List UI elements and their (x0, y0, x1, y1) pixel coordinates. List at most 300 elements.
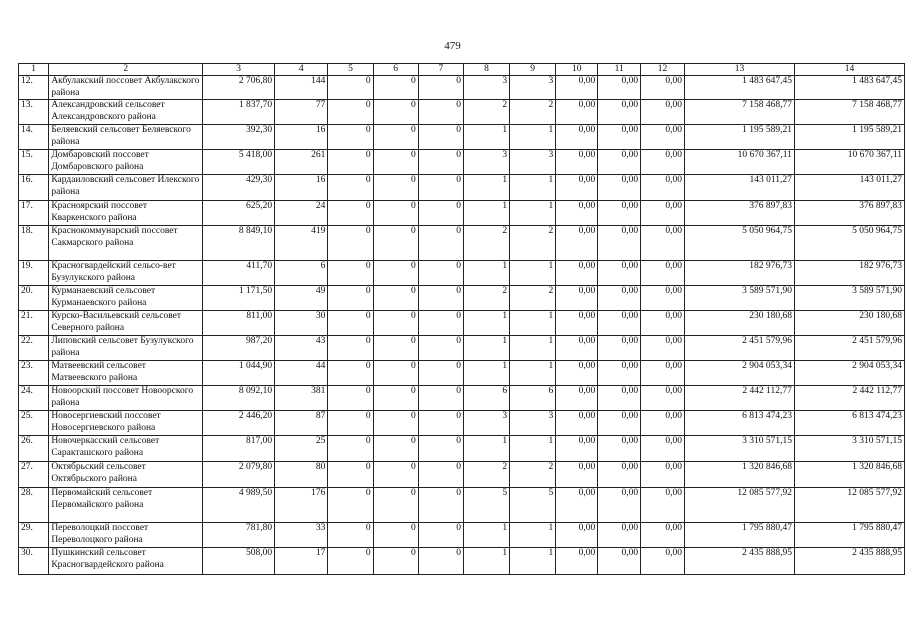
table-row (19, 175, 905, 201)
value-cell-col9: 1 (510, 548, 556, 575)
value-cell-col9: 6 (510, 386, 556, 411)
name-cell: Новочеркасский сельсовет Саракташского района (49, 436, 203, 462)
value-cell-col12: 0,00 (641, 100, 685, 125)
value-cell-col12: 0,00 (641, 411, 685, 436)
value-cell-col14: 7 158 468,77 (794, 100, 904, 125)
value-cell-col5: 0 (328, 436, 373, 462)
value-cell-col14: 230 180,68 (794, 311, 904, 336)
value-cell-col7: 0 (418, 286, 463, 311)
value-cell-col10: 0,00 (556, 150, 598, 175)
value-cell-col11: 0,00 (598, 311, 641, 336)
value-cell-col7: 0 (418, 411, 463, 436)
name-cell: Новоорский поссовет Новоорского района (49, 386, 203, 411)
value-cell-col14: 10 670 367,11 (794, 150, 904, 175)
value-cell-col4: 17 (275, 548, 328, 575)
value-cell-col8: 1 (463, 523, 509, 548)
column-header-3: 3 (203, 64, 275, 76)
value-cell-col13: 2 904 053,34 (684, 361, 794, 386)
name-cell: Беляевский сельсовет Беляевского района (49, 125, 203, 150)
value-cell-col12: 0,00 (641, 125, 685, 150)
value-cell-col7: 0 (418, 311, 463, 336)
value-cell-col8: 5 (463, 488, 509, 523)
value-cell-col3: 8 092,10 (203, 386, 275, 411)
value-cell-col4: 33 (275, 523, 328, 548)
name-cell: Курско-Васильевский сельсовет Северного района (49, 311, 203, 336)
value-cell-col6: 0 (373, 286, 418, 311)
value-cell-col4: 87 (275, 411, 328, 436)
value-cell-col10: 0,00 (556, 361, 598, 386)
row-number-cell: 17. (19, 201, 49, 226)
value-cell-col7: 0 (418, 175, 463, 201)
value-cell-col13: 2 442 112,77 (684, 386, 794, 411)
value-cell-col9: 3 (510, 411, 556, 436)
table-row (19, 462, 905, 488)
value-cell-col3: 508,00 (203, 548, 275, 575)
value-cell-col12: 0,00 (641, 175, 685, 201)
value-cell-col4: 176 (275, 488, 328, 523)
value-cell-col3: 5 418,00 (203, 150, 275, 175)
value-cell-col10: 0,00 (556, 462, 598, 488)
table-row (19, 548, 905, 575)
value-cell-col11: 0,00 (598, 523, 641, 548)
value-cell-col7: 0 (418, 261, 463, 286)
column-header-8: 8 (463, 64, 509, 76)
value-cell-col4: 80 (275, 462, 328, 488)
value-cell-col8: 1 (463, 436, 509, 462)
table-row (19, 436, 905, 462)
row-number-cell: 29. (19, 523, 49, 548)
value-cell-col11: 0,00 (598, 386, 641, 411)
name-cell: Новосергиевский поссовет Новосергиевского района (49, 411, 203, 436)
value-cell-col5: 0 (328, 201, 373, 226)
value-cell-col10: 0,00 (556, 201, 598, 226)
value-cell-col14: 1 795 880,47 (794, 523, 904, 548)
value-cell-col9: 1 (510, 175, 556, 201)
value-cell-col4: 419 (275, 226, 328, 261)
value-cell-col8: 1 (463, 201, 509, 226)
value-cell-col3: 811,00 (203, 311, 275, 336)
name-cell: Акбулакский поссовет Акбулакского района (49, 76, 203, 100)
column-number-row (19, 64, 905, 76)
table-row (19, 261, 905, 286)
value-cell-col5: 0 (328, 311, 373, 336)
value-cell-col7: 0 (418, 226, 463, 261)
value-cell-col12: 0,00 (641, 336, 685, 361)
value-cell-col3: 1 837,70 (203, 100, 275, 125)
value-cell-col12: 0,00 (641, 201, 685, 226)
value-cell-col14: 1 483 647,45 (794, 76, 904, 100)
value-cell-col10: 0,00 (556, 226, 598, 261)
value-cell-col6: 0 (373, 361, 418, 386)
table-row (19, 488, 905, 523)
value-cell-col8: 1 (463, 361, 509, 386)
value-cell-col6: 0 (373, 488, 418, 523)
value-cell-col6: 0 (373, 523, 418, 548)
name-cell: Переволоцкий поссовет Переволоцкого района (49, 523, 203, 548)
name-cell: Курманаевский сельсовет Курманаевского района (49, 286, 203, 311)
value-cell-col13: 2 451 579,96 (684, 336, 794, 361)
table-row (19, 100, 905, 125)
value-cell-col3: 781,80 (203, 523, 275, 548)
row-number-cell: 28. (19, 488, 49, 523)
value-cell-col4: 43 (275, 336, 328, 361)
value-cell-col3: 8 849,10 (203, 226, 275, 261)
value-cell-col3: 1 171,50 (203, 286, 275, 311)
value-cell-col4: 381 (275, 386, 328, 411)
value-cell-col6: 0 (373, 411, 418, 436)
value-cell-col12: 0,00 (641, 311, 685, 336)
column-header-13: 13 (684, 64, 794, 76)
value-cell-col9: 3 (510, 76, 556, 100)
value-cell-col10: 0,00 (556, 311, 598, 336)
value-cell-col12: 0,00 (641, 523, 685, 548)
value-cell-col12: 0,00 (641, 226, 685, 261)
value-cell-col3: 2 706,80 (203, 76, 275, 100)
data-table (18, 63, 905, 575)
value-cell-col7: 0 (418, 125, 463, 150)
value-cell-col4: 44 (275, 361, 328, 386)
value-cell-col8: 3 (463, 411, 509, 436)
value-cell-col7: 0 (418, 336, 463, 361)
value-cell-col8: 6 (463, 386, 509, 411)
value-cell-col5: 0 (328, 286, 373, 311)
value-cell-col4: 24 (275, 201, 328, 226)
value-cell-col14: 5 050 964,75 (794, 226, 904, 261)
table-row (19, 226, 905, 261)
value-cell-col14: 6 813 474,23 (794, 411, 904, 436)
value-cell-col8: 1 (463, 261, 509, 286)
column-header-2: 2 (49, 64, 203, 76)
value-cell-col11: 0,00 (598, 548, 641, 575)
value-cell-col5: 0 (328, 361, 373, 386)
value-cell-col14: 12 085 577,92 (794, 488, 904, 523)
value-cell-col13: 1 320 846,68 (684, 462, 794, 488)
value-cell-col3: 392,30 (203, 125, 275, 150)
value-cell-col10: 0,00 (556, 411, 598, 436)
value-cell-col10: 0,00 (556, 523, 598, 548)
value-cell-col7: 0 (418, 462, 463, 488)
value-cell-col5: 0 (328, 100, 373, 125)
value-cell-col7: 0 (418, 436, 463, 462)
value-cell-col7: 0 (418, 523, 463, 548)
value-cell-col12: 0,00 (641, 261, 685, 286)
row-number-cell: 18. (19, 226, 49, 261)
value-cell-col11: 0,00 (598, 436, 641, 462)
value-cell-col8: 1 (463, 175, 509, 201)
name-cell: Красноярский поссовет Кваркенского района (49, 201, 203, 226)
value-cell-col11: 0,00 (598, 336, 641, 361)
value-cell-col14: 1 320 846,68 (794, 462, 904, 488)
value-cell-col8: 1 (463, 336, 509, 361)
value-cell-col5: 0 (328, 76, 373, 100)
value-cell-col3: 411,70 (203, 261, 275, 286)
value-cell-col10: 0,00 (556, 175, 598, 201)
table-row (19, 361, 905, 386)
value-cell-col13: 182 976,73 (684, 261, 794, 286)
name-cell: Октябрьский сельсовет Октябрьского района (49, 462, 203, 488)
value-cell-col12: 0,00 (641, 386, 685, 411)
value-cell-col6: 0 (373, 386, 418, 411)
value-cell-col14: 2 904 053,34 (794, 361, 904, 386)
value-cell-col4: 77 (275, 100, 328, 125)
value-cell-col14: 143 011,27 (794, 175, 904, 201)
value-cell-col12: 0,00 (641, 436, 685, 462)
value-cell-col13: 12 085 577,92 (684, 488, 794, 523)
column-header-14: 14 (794, 64, 904, 76)
value-cell-col3: 429,30 (203, 175, 275, 201)
value-cell-col7: 0 (418, 386, 463, 411)
value-cell-col8: 1 (463, 548, 509, 575)
value-cell-col3: 987,20 (203, 336, 275, 361)
value-cell-col12: 0,00 (641, 462, 685, 488)
value-cell-col13: 3 589 571,90 (684, 286, 794, 311)
value-cell-col11: 0,00 (598, 488, 641, 523)
value-cell-col8: 1 (463, 311, 509, 336)
value-cell-col5: 0 (328, 386, 373, 411)
row-number-cell: 26. (19, 436, 49, 462)
value-cell-col8: 2 (463, 286, 509, 311)
value-cell-col6: 0 (373, 150, 418, 175)
row-number-cell: 27. (19, 462, 49, 488)
name-cell: Александровский сельсовет Александровского района (49, 100, 203, 125)
value-cell-col6: 0 (373, 201, 418, 226)
table-row (19, 523, 905, 548)
value-cell-col11: 0,00 (598, 361, 641, 386)
name-cell: Красногвардейский сельсо-вет Бузулукского района (49, 261, 203, 286)
value-cell-col6: 0 (373, 261, 418, 286)
value-cell-col14: 2 442 112,77 (794, 386, 904, 411)
value-cell-col13: 5 050 964,75 (684, 226, 794, 261)
value-cell-col9: 5 (510, 488, 556, 523)
value-cell-col14: 182 976,73 (794, 261, 904, 286)
value-cell-col6: 0 (373, 336, 418, 361)
row-number-cell: 13. (19, 100, 49, 125)
value-cell-col6: 0 (373, 100, 418, 125)
value-cell-col11: 0,00 (598, 261, 641, 286)
value-cell-col9: 1 (510, 201, 556, 226)
table-row (19, 411, 905, 436)
value-cell-col11: 0,00 (598, 100, 641, 125)
value-cell-col3: 2 446,20 (203, 411, 275, 436)
table-row (19, 286, 905, 311)
value-cell-col13: 6 813 474,23 (684, 411, 794, 436)
value-cell-col4: 261 (275, 150, 328, 175)
value-cell-col13: 376 897,83 (684, 201, 794, 226)
value-cell-col11: 0,00 (598, 411, 641, 436)
name-cell: Краснокоммунарский поссовет Сакмарского района (49, 226, 203, 261)
value-cell-col10: 0,00 (556, 76, 598, 100)
value-cell-col10: 0,00 (556, 436, 598, 462)
row-number-cell: 15. (19, 150, 49, 175)
value-cell-col5: 0 (328, 175, 373, 201)
column-header-10: 10 (556, 64, 598, 76)
value-cell-col3: 4 989,50 (203, 488, 275, 523)
value-cell-col13: 230 180,68 (684, 311, 794, 336)
table-row (19, 336, 905, 361)
table-row (19, 201, 905, 226)
value-cell-col11: 0,00 (598, 175, 641, 201)
table-row (19, 76, 905, 100)
value-cell-col7: 0 (418, 201, 463, 226)
value-cell-col11: 0,00 (598, 201, 641, 226)
value-cell-col9: 3 (510, 150, 556, 175)
value-cell-col9: 1 (510, 436, 556, 462)
value-cell-col4: 16 (275, 175, 328, 201)
row-number-cell: 16. (19, 175, 49, 201)
value-cell-col7: 0 (418, 488, 463, 523)
value-cell-col9: 1 (510, 361, 556, 386)
value-cell-col3: 1 044,90 (203, 361, 275, 386)
value-cell-col7: 0 (418, 548, 463, 575)
value-cell-col9: 1 (510, 523, 556, 548)
name-cell: Кардаиловский сельсовет Илекского района (49, 175, 203, 201)
value-cell-col12: 0,00 (641, 150, 685, 175)
value-cell-col7: 0 (418, 100, 463, 125)
value-cell-col3: 2 079,80 (203, 462, 275, 488)
value-cell-col11: 0,00 (598, 76, 641, 100)
value-cell-col12: 0,00 (641, 76, 685, 100)
value-cell-col9: 2 (510, 286, 556, 311)
value-cell-col8: 3 (463, 76, 509, 100)
value-cell-col5: 0 (328, 411, 373, 436)
column-header-12: 12 (641, 64, 685, 76)
value-cell-col4: 144 (275, 76, 328, 100)
column-header-6: 6 (373, 64, 418, 76)
row-number-cell: 24. (19, 386, 49, 411)
value-cell-col6: 0 (373, 311, 418, 336)
value-cell-col10: 0,00 (556, 100, 598, 125)
value-cell-col5: 0 (328, 125, 373, 150)
value-cell-col8: 1 (463, 125, 509, 150)
value-cell-col14: 3 310 571,15 (794, 436, 904, 462)
column-header-1: 1 (19, 64, 49, 76)
value-cell-col14: 376 897,83 (794, 201, 904, 226)
value-cell-col9: 1 (510, 261, 556, 286)
value-cell-col5: 0 (328, 226, 373, 261)
column-header-4: 4 (275, 64, 328, 76)
value-cell-col7: 0 (418, 361, 463, 386)
value-cell-col6: 0 (373, 548, 418, 575)
row-number-cell: 25. (19, 411, 49, 436)
value-cell-col9: 2 (510, 100, 556, 125)
value-cell-col6: 0 (373, 175, 418, 201)
value-cell-col10: 0,00 (556, 261, 598, 286)
value-cell-col8: 2 (463, 462, 509, 488)
value-cell-col8: 3 (463, 150, 509, 175)
value-cell-col11: 0,00 (598, 150, 641, 175)
value-cell-col8: 2 (463, 100, 509, 125)
row-number-cell: 19. (19, 261, 49, 286)
name-cell: Пушкинский сельсовет Красногвардейского района (49, 548, 203, 575)
value-cell-col4: 6 (275, 261, 328, 286)
value-cell-col5: 0 (328, 261, 373, 286)
value-cell-col9: 1 (510, 336, 556, 361)
value-cell-col10: 0,00 (556, 125, 598, 150)
name-cell: Матвеевский сельсовет Матвеевского района (49, 361, 203, 386)
column-header-5: 5 (328, 64, 373, 76)
row-number-cell: 22. (19, 336, 49, 361)
value-cell-col10: 0,00 (556, 548, 598, 575)
name-cell: Первомайский сельсовет Первомайского района (49, 488, 203, 523)
row-number-cell: 21. (19, 311, 49, 336)
column-header-7: 7 (418, 64, 463, 76)
value-cell-col5: 0 (328, 336, 373, 361)
value-cell-col8: 2 (463, 226, 509, 261)
table-row (19, 386, 905, 411)
value-cell-col13: 3 310 571,15 (684, 436, 794, 462)
value-cell-col7: 0 (418, 150, 463, 175)
table-row (19, 311, 905, 336)
value-cell-col5: 0 (328, 523, 373, 548)
table-row (19, 125, 905, 150)
value-cell-col9: 1 (510, 311, 556, 336)
value-cell-col12: 0,00 (641, 548, 685, 575)
value-cell-col11: 0,00 (598, 226, 641, 261)
value-cell-col3: 817,00 (203, 436, 275, 462)
value-cell-col13: 1 195 589,21 (684, 125, 794, 150)
table-row (19, 150, 905, 175)
value-cell-col11: 0,00 (598, 462, 641, 488)
value-cell-col6: 0 (373, 462, 418, 488)
value-cell-col3: 625,20 (203, 201, 275, 226)
value-cell-col5: 0 (328, 150, 373, 175)
value-cell-col6: 0 (373, 76, 418, 100)
name-cell: Липовский сельсовет Бузулукского района (49, 336, 203, 361)
value-cell-col12: 0,00 (641, 488, 685, 523)
value-cell-col13: 143 011,27 (684, 175, 794, 201)
value-cell-col13: 1 483 647,45 (684, 76, 794, 100)
value-cell-col11: 0,00 (598, 125, 641, 150)
value-cell-col11: 0,00 (598, 286, 641, 311)
value-cell-col10: 0,00 (556, 488, 598, 523)
name-cell: Домбаровский поссовет Домбаровского района (49, 150, 203, 175)
page-number: 479 (444, 40, 461, 52)
value-cell-col12: 0,00 (641, 361, 685, 386)
value-cell-col14: 2 451 579,96 (794, 336, 904, 361)
value-cell-col4: 30 (275, 311, 328, 336)
value-cell-col13: 1 795 880,47 (684, 523, 794, 548)
value-cell-col14: 3 589 571,90 (794, 286, 904, 311)
value-cell-col13: 7 158 468,77 (684, 100, 794, 125)
value-cell-col5: 0 (328, 548, 373, 575)
value-cell-col7: 0 (418, 76, 463, 100)
value-cell-col12: 0,00 (641, 286, 685, 311)
value-cell-col4: 16 (275, 125, 328, 150)
value-cell-col6: 0 (373, 125, 418, 150)
value-cell-col4: 25 (275, 436, 328, 462)
value-cell-col5: 0 (328, 462, 373, 488)
row-number-cell: 20. (19, 286, 49, 311)
value-cell-col6: 0 (373, 226, 418, 261)
value-cell-col9: 1 (510, 125, 556, 150)
value-cell-col9: 2 (510, 226, 556, 261)
value-cell-col10: 0,00 (556, 336, 598, 361)
table-body (19, 64, 905, 575)
value-cell-col5: 0 (328, 488, 373, 523)
value-cell-col6: 0 (373, 436, 418, 462)
row-number-cell: 23. (19, 361, 49, 386)
value-cell-col14: 1 195 589,21 (794, 125, 904, 150)
value-cell-col10: 0,00 (556, 286, 598, 311)
value-cell-col9: 2 (510, 462, 556, 488)
value-cell-col14: 2 435 888,95 (794, 548, 904, 575)
value-cell-col10: 0,00 (556, 386, 598, 411)
value-cell-col4: 49 (275, 286, 328, 311)
column-header-11: 11 (598, 64, 641, 76)
value-cell-col13: 2 435 888,95 (684, 548, 794, 575)
row-number-cell: 12. (19, 76, 49, 100)
row-number-cell: 30. (19, 548, 49, 575)
